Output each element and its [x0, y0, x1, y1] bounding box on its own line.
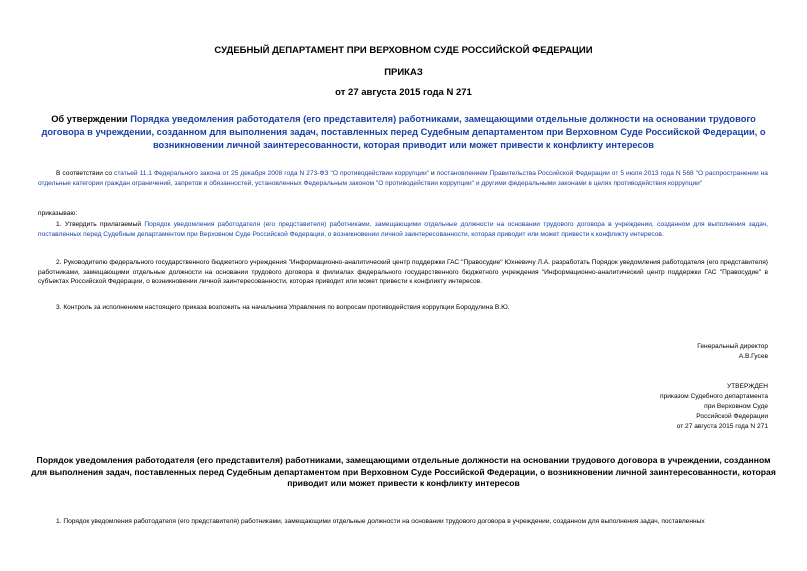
section-paragraph-1: [38, 517, 768, 527]
item-3: [38, 303, 768, 313]
section-paragraph-1-text: 1. Порядок уведомления работодателя (его представителя) работниками, замещающими отдельные должности на основании трудового договора в учреждении, созданном для выполнения задач, поставленных: [56, 518, 705, 525]
decree-link[interactable]: постановлением Правительства Российской Федерации от 5 июля 2013 года N 568 "О распространении на отдельные категории граждан ограничений, запретов и обязанностей, установленных Федеральным законом "О противодействии коррупции" и другими федеральными законами в целях противодействия коррупции": [38, 170, 768, 187]
approval-line-3: при Верховном Суде: [704, 403, 768, 410]
signature-position: Генеральный директор: [697, 343, 768, 350]
approval-line-5: от 27 августа 2015 года N 271: [676, 423, 768, 430]
item-3-text: 3. Контроль за исполнением настоящего приказа возложить на начальника Управления по вопросам противодействия коррупции Бородулина В.Ю.: [56, 304, 510, 311]
procedure-link[interactable]: Порядок уведомления работодателя (его представителя) работниками, замещающими отдельные должности на основании трудового договора в учреждении, созданном для выполнения задач, поставленных перед Судебным департаментом при Верховном Суде Российской Федерации, о возникновении личной заинтересованности, которая приводит или может привести к конфликту интересов: [38, 221, 768, 238]
item-2-text: 2. Руководителю федерального государственного бюджетного учреждения "Информационно-аналитический центр поддержки ГАС "Правосудие" Юхневичу Л.А. разработать Порядок уведомления работодателя (его представителя) работниками, замещающими отдельные должности на основании трудового договора в филиалах федерального государственного бюджетного учреждения "Информационно-аналитический центр поддержки ГАС "Правосудие" в субъектах Российской Федерации, о возникновении личной заинтересованности, которая приводит или может привести к конфликту интересов.: [38, 259, 768, 286]
preamble-text-2: и: [429, 170, 437, 177]
item-2: [38, 258, 768, 287]
order-word: приказываю:: [38, 210, 78, 217]
title-link[interactable]: Порядка уведомления работодателя (его представителя) работниками, замещающими отдельные должности на основании трудового договора в учреждении, созданном для выполнения задач, поставленных перед Судебным департаментом при Верховном Суде Российской Федерации, о возникновении личной заинтересованности, которая приводит или может привести к конфликту интересов: [41, 114, 766, 150]
preamble: [38, 169, 768, 188]
approval-line-2: приказом Судебного департамента: [660, 393, 768, 400]
law-link[interactable]: статьей 11.1 Федерального закона от 25 декабря 2008 года N 273-ФЗ "О противодействии коррупции": [114, 170, 430, 177]
approval-block: [660, 382, 768, 432]
org-header: СУДЕБНЫЙ ДЕПАРТАМЕНТ ПРИ ВЕРХОВНОМ СУДЕ РОССИЙСКОЙ ФЕДЕРАЦИИ: [214, 45, 593, 56]
signature-block: [697, 342, 768, 362]
item-1: [38, 220, 768, 239]
doc-date-number: от 27 августа 2015 года N 271: [335, 87, 472, 98]
document-title: [40, 113, 767, 152]
approval-line-4: Российской Федерации: [696, 413, 768, 420]
section-title: Порядок уведомления работодателя (его представителя) работниками, замещающими отдельные должности на основании трудового договора в учреждении, созданном для выполнения задач, поставленных перед Судебным департаментом при Верховном Суде Российской Федерации, о возникновении личной заинтересованности, которая приводит или может привести к конфликту интересов: [31, 455, 776, 488]
doc-type: ПРИКАЗ: [384, 67, 423, 78]
item-1-prefix: 1. Утвердить прилагаемый: [56, 221, 145, 228]
signature-name: А.В.Гусев: [738, 353, 768, 360]
item-1-suffix: .: [661, 230, 664, 238]
approval-line-1: УТВЕРЖДЕН: [726, 383, 768, 390]
title-prefix: Об утверждении: [51, 114, 131, 124]
preamble-text-1: В соответствии со: [56, 170, 115, 177]
